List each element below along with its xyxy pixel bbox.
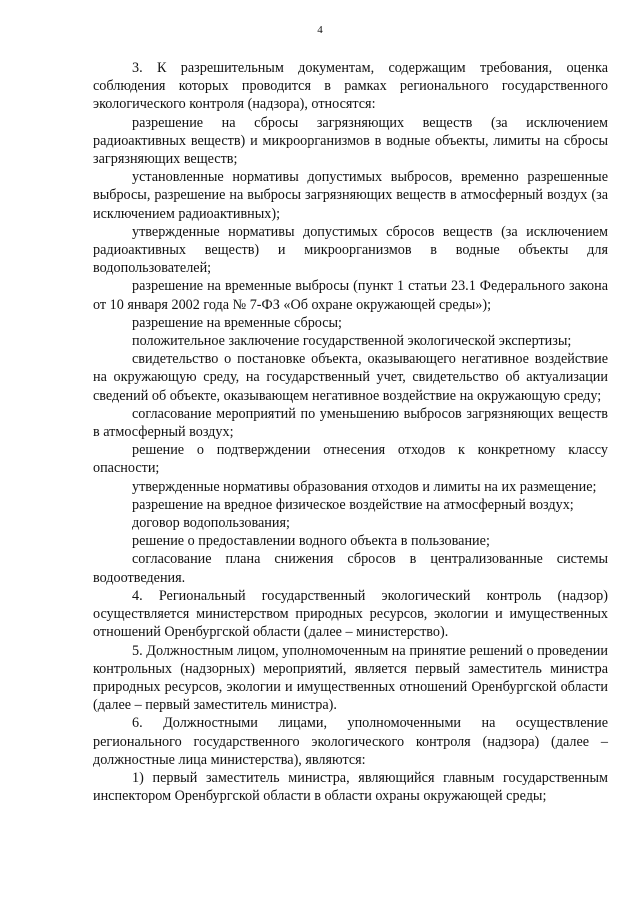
- paragraph: решение о предоставлении водного объекта в пользование;: [132, 533, 490, 550]
- paragraph: 6. Должностными лицами, уполномоченными на осуществление регионального государственного экологического контроля (надзора) (далее – должностные лица министерства), являются:: [93, 715, 608, 768]
- paragraph: положительное заключение государственной экологической экспертизы;: [132, 333, 572, 350]
- paragraph: 3. К разрешительным документам, содержащим требования, оценка соблюдения которых проводится в рамках регионального государственного экологического контроля (надзора), относятся:: [93, 60, 608, 113]
- paragraph: разрешение на вредное физическое воздействие на атмосферный воздух;: [132, 496, 574, 513]
- paragraph: утвержденные нормативы образования отходов и лимиты на их размещение;: [132, 478, 597, 495]
- paragraph: согласование плана снижения сбросов в централизованные системы водоотведения.: [93, 551, 608, 586]
- paragraph: свидетельство о постановке объекта, оказывающего негативное воздействие на окружающую среду, на государственный учет, свидетельство об актуализации сведений об объекте, оказывающем негативное воздействие на окружающую среду;: [93, 351, 608, 404]
- paragraph: 4. Региональный государственный экологический контроль (надзор) осуществляется министерством природных ресурсов, экологии и имущественных отношений Оренбургской области (далее – министерство).: [93, 587, 608, 641]
- page-number: 4: [317, 24, 323, 36]
- paragraph: 5. Должностным лицом, уполномоченным на принятие решений о проведении контрольных (надзорных) мероприятий, является первый заместитель министра природных ресурсов, экологии и имущественных отношений Оренбургской области (далее – первый заместитель министра).: [93, 642, 608, 714]
- document-body: [93, 59, 608, 805]
- paragraph: решение о подтверждении отнесения отходов к конкретному классу опасности;: [93, 442, 608, 477]
- paragraph: разрешение на сбросы загрязняющих веществ (за исключением радиоактивных веществ) и микроорганизмов в водные объекты, лимиты на сбросы загрязняющих веществ;: [93, 114, 608, 168]
- paragraph: разрешение на временные сбросы;: [132, 314, 343, 331]
- paragraph: разрешение на временные выбросы (пункт 1 статьи 23.1 Федерального закона от 10 января 2002 года № 7-ФЗ «Об охране окружающей среды»);: [93, 278, 608, 313]
- paragraph: 1) первый заместитель министра, являющийся главным государственным инспектором Оренбургской области в области охраны окружающей среды;: [93, 769, 608, 805]
- paragraph: согласование мероприятий по уменьшению выбросов загрязняющих веществ в атмосферный воздух;: [93, 405, 608, 441]
- paragraph: утвержденные нормативы допустимых сбросов веществ (за исключением радиоактивных веществ) и микроорганизмов в водные объекты для водопользователей;: [93, 223, 608, 277]
- paragraph: установленные нормативы допустимых выбросов, временно разрешенные выбросы, разрешение на выбросы загрязняющих веществ в атмосферный воздух (за исключением радиоактивных);: [93, 169, 608, 222]
- paragraph: договор водопользования;: [132, 515, 290, 532]
